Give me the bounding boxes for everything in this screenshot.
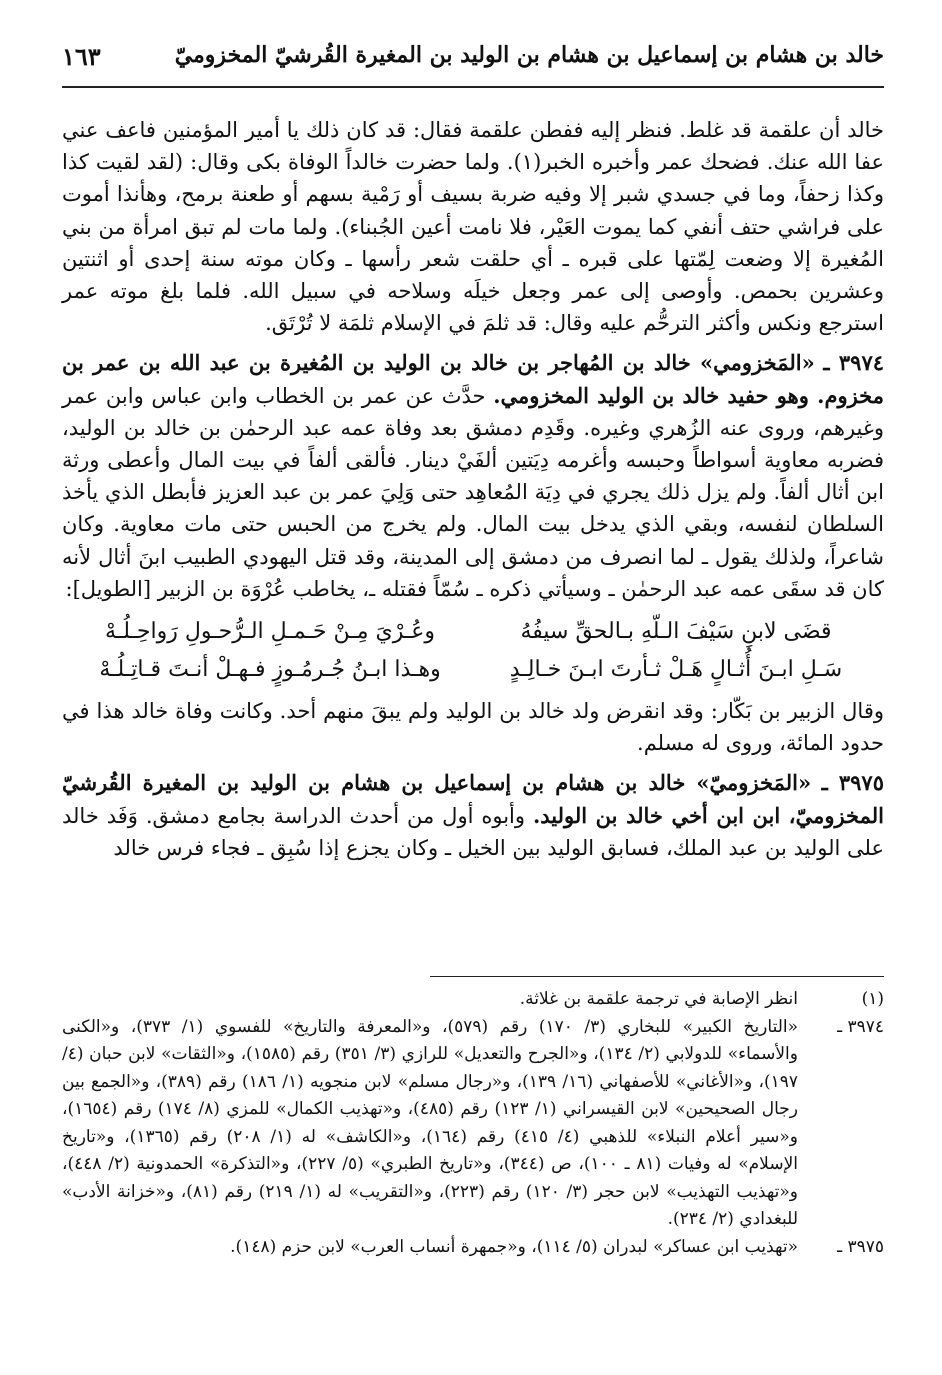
footnote-separator: [430, 976, 884, 977]
footnote-mark: ٣٩٧٤ ـ: [837, 1016, 884, 1037]
footnote-text: «تهذيب ابن عساكر» لبدران (٥/ ١١٤)، و«جمهرة أنساب العرب» لابن حزم (١٤٨).: [230, 1236, 798, 1257]
entry-heading: «المَخزومي» خالد بن المُهاجر بن خالد بن الوليد بن المُغيرة بن عبد الله بن عمر بن مخزوم. وهو حفيد خالد بن الوليد المخزومي.: [62, 350, 884, 408]
biography-entry-3974: [62, 347, 884, 605]
poem-verses: [62, 613, 884, 689]
running-title: خالد بن هشام بن إسماعيل بن هشام بن الوليد بن المغيرة القُرشيّ المخزوميّ: [174, 42, 884, 68]
main-text: [62, 114, 884, 872]
page-number: ١٦٣: [62, 42, 101, 71]
entry-number: ٣٩٧٤ ـ: [823, 350, 885, 376]
footnote: [62, 1234, 884, 1262]
footnotes: [62, 986, 884, 1261]
verse-line: [90, 651, 856, 689]
entry-text: حدَّث عن عمر بن الخطاب وابن عباس وابن عمر وغيرهم، وروى عنه الزُهري وغيره. وقَدِم دمشق بعد وفاة عمه عبد الرحمٰن بن خالد بن الوليد، فضربه معاوية أسواطاً وحبسه وأغرمه دِيَتين ألفَيْ دينار. فألقى ألفاً في بيت المال وأعطى ورثة ابن أثال ألفاً. ولم يزل ذلك يجري في دِيَة المُعاهِد حتى وَلِيَ عمر بن عبد العزيز فأبطل الذي يأخذ السلطان لنفسه، وبقي الذي يدخل بيت المال. ولم يخرج من الحبس حتى مات معاوية. وكان شاعراً، ولذلك يقول ـ لما انصرف من دمشق إلى المدينة، وقد قتل اليهودي الطبيب ابنَ أثال لأنه كان قد سقَى عمه عبد الرحمٰن ـ وسيأتي ذكره ـ سُمّاً فقتله ـ، يخاطب عُرْوَة بن الزبير [الطويل]:: [62, 383, 884, 601]
entry-number: ٣٩٧٥ ـ: [821, 770, 884, 796]
verse-line: [90, 613, 856, 651]
biography-entry-3975: [62, 767, 884, 864]
entry-text: وأبوه أول من أحدث الدراسة بجامع دمشق. وَفَد خالد على الوليد بن عبد الملك، فسابق الوليد بين الخيل ـ وكان يجزع إذا سُبِق ـ فجاء فرس خالد: [62, 803, 884, 860]
verse-hemistich: وعُـرْيَ مِـنْ حَـمـلِ الـرُّحـولِ رَواحِـلُـهْ: [104, 619, 436, 645]
running-header: [62, 36, 884, 88]
paragraph: وقال الزبير بن بَكّار: وقد انقرض ولد خالد بن الوليد ولم يبقَ منهم أحد. وكانت وفاة خالد هذا في حدود المائة، وروى له مسلم.: [62, 699, 884, 756]
verse-hemistich: قضَى لابنِ سَيْفَ الـلّهِ بـالحقِّ سيفُهُ: [520, 619, 832, 645]
footnote-mark: ٣٩٧٥ ـ: [837, 1236, 884, 1257]
footnote-text: انظر الإصابة في ترجمة علقمة بن غلاثة.: [519, 989, 798, 1009]
footnote-text: «التاريخ الكبير» للبخاري (٣/ ١٧٠) رقم (٥٧٩)، و«المعرفة والتاريخ» للفسوي (١/ ٣٧٣)، و«الكنى والأسماء» للدولابي (٢/ ١٣٤)، و«الجرح والتعديل» للرازي (٣/ ٣٥١) رقم (١٥٨٥)، و«الثقات» لابن حبان (٤/ ١٩٧)، و«الأغاني» للأصفهاني (١٦/ ١٣٩)، و«رجال مسلم» لابن منجويه (١/ ١٨٦) رقم (٣٨٩)، و«الجمع بين رجال الصحيحين» لابن القيسراني (١/ ١٢٣) رقم (٤٨٥)، و«تهذيب الكمال» للمزي (٨/ ١٧٤) رقم (١٦٥٤)، و«سير أعلام النبلاء» للذهبي (٤/ ٤١٥) رقم (١٦٤)، و«الكاشف» له (١/ ٢٠٨) رقم (١٣٦٥)، و«تاريخ الإسلام» له وفيات (٨١ ـ ١٠٠)، ص (٣٤٤)، و«تاريخ الطبري» (٥/ ٢٢٧)، و«التذكرة» الحمدونية (٢/ ٤٤٨)، و«تهذيب التهذيب» لابن حجر (٣/ ١٢٠) رقم (٢٢٣)، و«التقريب» له (١/ ٢١٩) رقم (٨١)، و«خزانة الأدب» للبغدادي (٢/ ٢٣٤).: [62, 1016, 799, 1229]
verse-hemistich: وهـذا ابـنُ جُـرمُـوزٍ فـهـلْ أنـتَ قـاتِـلُـهْ: [99, 657, 441, 683]
verse-hemistich: سَـلِ ابـنَ أُثـالٍ هَـلْ ثـأرتَ ابـنَ خـالِـدٍ: [509, 657, 843, 683]
entry-heading: «المَخزوميّ» خالد بن هشام بن إسماعيل بن هشام بن الوليد بن المغيرة القُرشيّ المخزوميّ، ابن ابن أخي خالد بن الوليد.: [62, 770, 884, 828]
footnote: [62, 986, 884, 1014]
paragraph: خالد أن علقمة قد غلط. فنظر إليه ففطن علقمة فقال: قد كان ذلك يا أمير المؤمنين فاعف عني عفا الله عنك. فضحك عمر وأخبره الخبر(١). ولما حضرت خالداً الوفاة بكى وقال: (لقد لقيت كذا وكذا زحفاً، وما في جسدي شبر إلا وفيه ضربة بسيف أو رَمْية بسهم أو طعنة برمح، وهأنذا أموت على فراشي حتف أنفي كما يموت العَيْر، فلا نامت أعين الجُبناء). ولما مات لم تبق امرأة من بني المُغيرة إلا وضعت لِمّتها على قبره ـ أي حلقت شعر رأسها ـ وكان موته سنة إحدى أو اثنتين وعشرين بحمص. وأوصى إلى عمر وجعل خيلَه وسلاحه في سبيل الله. فلما بلغ موته عمر استرجع ونكس وأكثر الترحُّم عليه وقال: قد ثلمَ في الإسلام ثلمَة لا تُرْتَق.: [62, 118, 885, 336]
footnote: [62, 1014, 884, 1234]
footnote-mark: (١): [861, 989, 884, 1009]
